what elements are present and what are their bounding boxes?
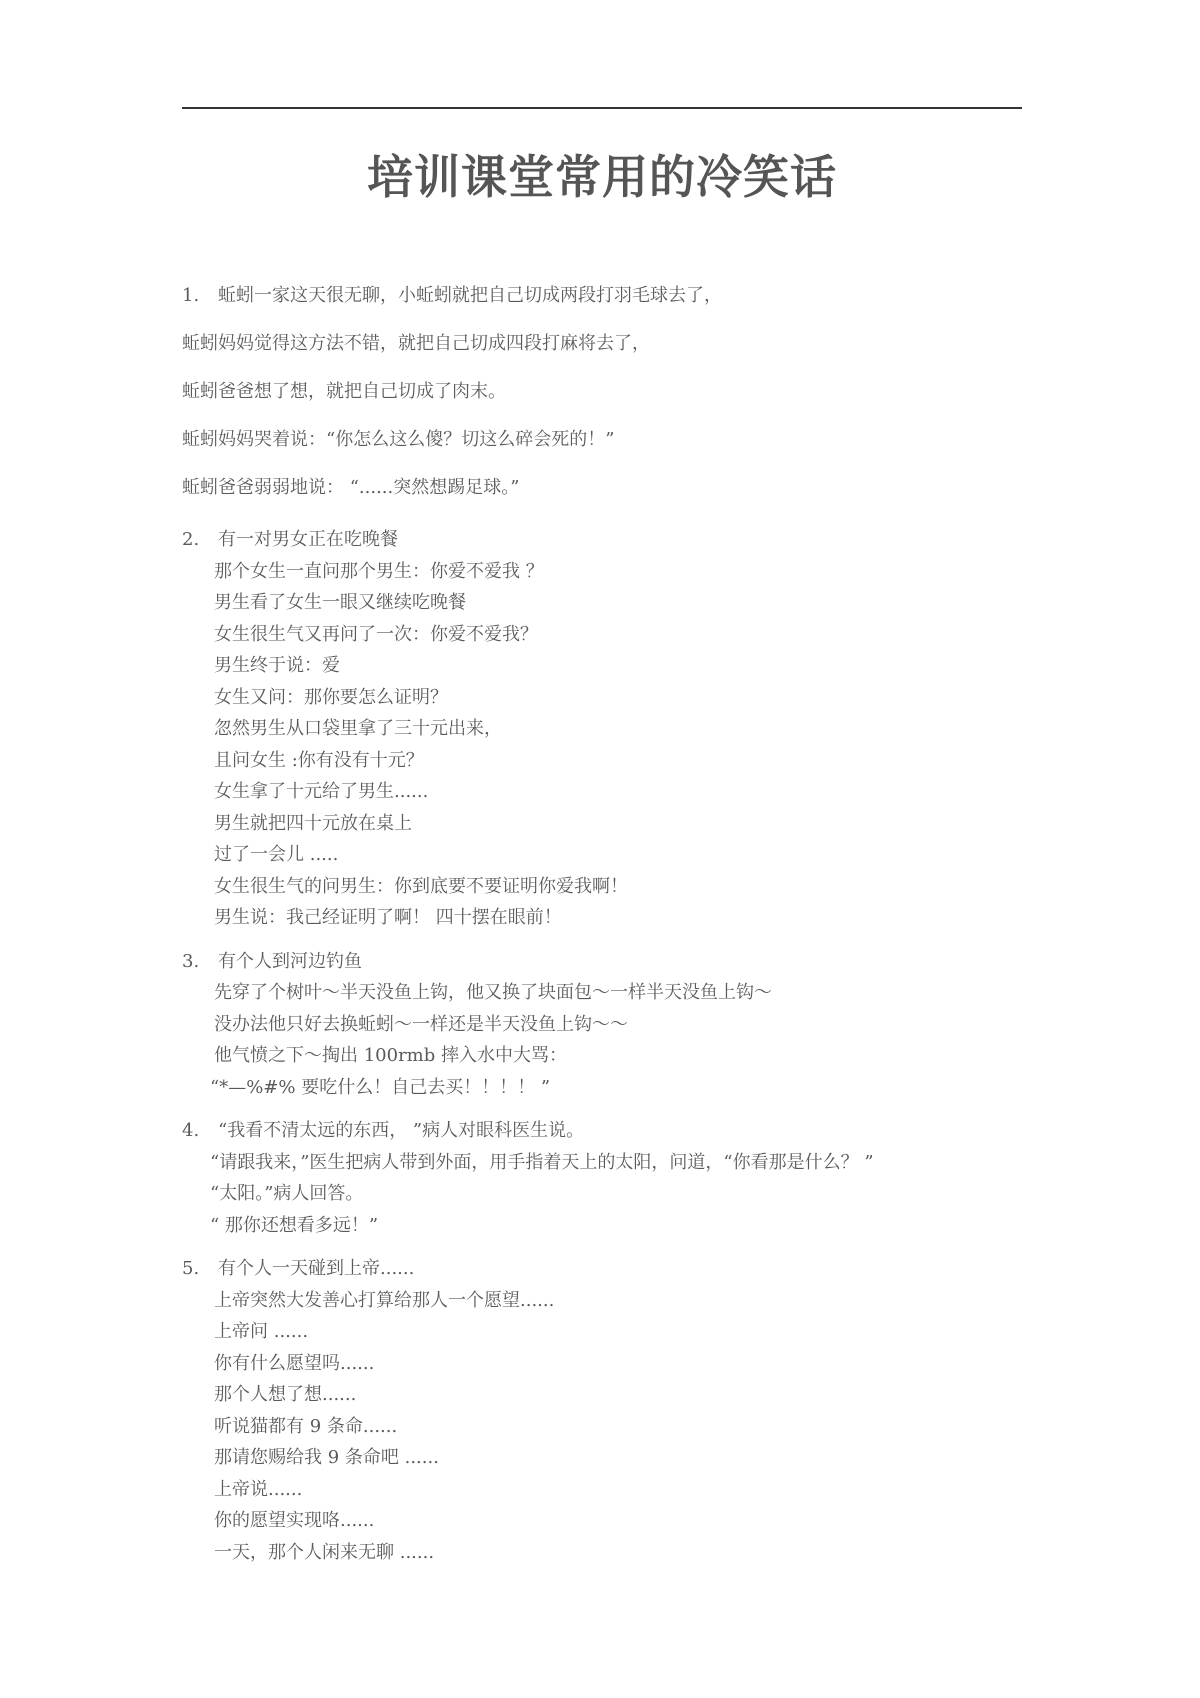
joke-number: 3. — [182, 950, 200, 972]
joke-line: “*—%#% 要吃什么！自己去买！！！！ ” — [210, 1076, 551, 1098]
joke-line: 蚯蚓爸爸弱弱地说： “......突然想踢足球。” — [182, 477, 520, 498]
joke-line: “请跟我来，”医生把病人带到外面，用手指着天上的太阳，问道，“你看那是什么？ ” — [210, 1151, 874, 1173]
joke-line: 过了一会儿 ..... — [214, 844, 339, 865]
joke-line: 你的愿望实现咯...... — [214, 1510, 375, 1531]
joke-5 — [182, 1253, 1022, 1568]
joke-line: 蚯蚓爸爸想了想，就把自己切成了肉末。 — [182, 381, 506, 402]
joke-4 — [182, 1115, 1022, 1241]
joke-line: 蚯蚓妈妈哭着说：“你怎么这么傻？切这么碎会死的！” — [182, 429, 615, 450]
joke-line: “太阳。”病人回答。 — [210, 1183, 364, 1204]
joke-line: 女生很生气又再问了一次：你爱不爱我？ — [214, 623, 538, 645]
joke-line: 女生拿了十元给了男生...... — [214, 781, 429, 802]
joke-line-text: 有个人到河边钓鱼 — [218, 950, 362, 972]
header-rule — [182, 107, 1022, 109]
joke-line: 女生很生气的问男生：你到底要不要证明你爱我啊！ — [214, 875, 628, 897]
joke-number: 4. — [182, 1120, 200, 1141]
joke-line: 那请您赐给我 9 条命吧 ...... — [214, 1447, 439, 1468]
joke-line: “ 那你还想看多远！” — [210, 1214, 379, 1236]
joke-line — [182, 272, 1022, 320]
joke-number: 2. — [182, 529, 200, 550]
joke-line: 蚯蚓妈妈觉得这方法不错，就把自己切成四段打麻将去了， — [182, 333, 650, 354]
joke-line: 那个人想了想...... — [214, 1384, 357, 1405]
joke-line: 他气愤之下～掏出 100rmb 摔入水中大骂： — [214, 1045, 567, 1066]
joke-line-text: 有个人一天碰到上帝...... — [218, 1258, 415, 1279]
joke-line — [182, 1253, 1022, 1285]
joke-line: 没办法他只好去换蚯蚓～一样还是半天没鱼上钩～～ — [214, 1013, 628, 1035]
joke-line — [182, 946, 1022, 978]
joke-line: 男生终于说：爱 — [214, 655, 340, 676]
document-body — [182, 272, 1022, 1580]
joke-line: 先穿了个树叶～半天没鱼上钩，他又换了块面包～一样半天没鱼上钩～ — [214, 982, 772, 1003]
joke-line: 一天，那个人闲来无聊 ...... — [214, 1541, 435, 1563]
joke-line — [182, 1115, 1022, 1147]
joke-line: 女生又问：那你要怎么证明？ — [214, 686, 448, 708]
joke-line: 男生看了女生一眼又继续吃晚餐 — [214, 592, 466, 613]
joke-3 — [182, 946, 1022, 1104]
joke-line: 那个女生一直问那个男生：你爱不爱我 ？ — [214, 560, 544, 582]
joke-line: 上帝突然大发善心打算给那人一个愿望...... — [214, 1289, 555, 1311]
joke-number: 1. — [182, 285, 200, 306]
joke-line-text: “我看不清太远的东西， ”病人对眼科医生说。 — [218, 1120, 585, 1141]
joke-line: 上帝说...... — [214, 1478, 303, 1500]
joke-line: 上帝问 ...... — [214, 1321, 309, 1342]
joke-number: 5. — [182, 1258, 200, 1279]
joke-line: 忽然男生从口袋里拿了三十元出来， — [214, 718, 502, 739]
joke-line: 男生就把四十元放在桌上 — [214, 812, 412, 834]
joke-line-text: 有一对男女正在吃晚餐 — [218, 529, 398, 550]
joke-line — [182, 524, 1022, 556]
joke-1 — [182, 272, 1022, 512]
joke-2 — [182, 524, 1022, 934]
joke-line: 你有什么愿望吗...... — [214, 1352, 375, 1374]
joke-line: 且问女生 :你有没有十元？ — [214, 749, 424, 771]
joke-line: 听说猫都有 9 条命...... — [214, 1415, 398, 1437]
joke-line-text: 蚯蚓一家这天很无聊，小蚯蚓就把自己切成两段打羽毛球去了， — [218, 285, 722, 306]
joke-line: 男生说：我己经证明了啊！ 四十摆在眼前！ — [214, 907, 562, 928]
page-title: 培训课堂常用的冷笑话 — [367, 150, 837, 204]
